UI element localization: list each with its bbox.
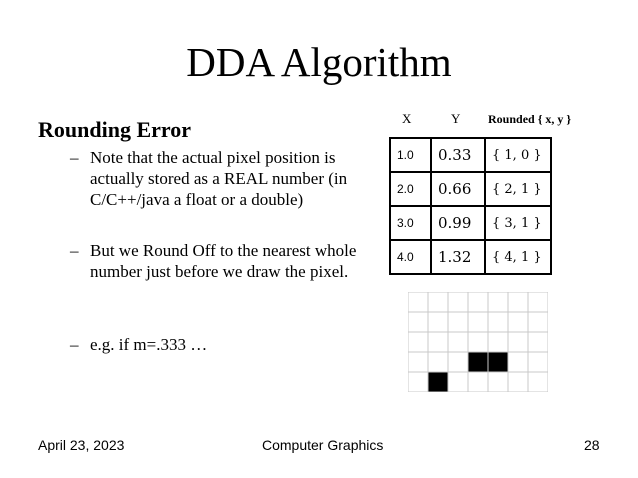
bullet-dash: – — [70, 241, 79, 260]
bullet-text: But we Round Off to the nearest whole number just before we draw the pixel. — [90, 241, 357, 281]
table-row — [390, 240, 551, 274]
footer-title: Computer Graphics — [262, 437, 384, 453]
cell-y: 1.32 — [431, 240, 485, 274]
cell-rounded: { 4, 1 } — [485, 240, 551, 274]
column-header-rounded: Rounded { x, y } — [488, 112, 572, 126]
section-heading: Rounding Error — [38, 117, 192, 142]
values-table — [389, 137, 552, 275]
slide-title: DDA Algorithm — [186, 39, 452, 85]
cell-x: 4.0 — [390, 240, 431, 274]
bullet-dash: – — [70, 148, 79, 167]
cell-x: 1.0 — [390, 138, 431, 172]
cell-rounded: { 3, 1 } — [485, 206, 551, 240]
bullet-dash: – — [70, 335, 79, 354]
footer-date: April 23, 2023 — [38, 437, 125, 453]
cell-y: 0.66 — [431, 172, 485, 206]
column-header-y: Y — [451, 111, 461, 126]
bullet-text: e.g. if m=.333 … — [90, 335, 208, 354]
cell-x: 2.0 — [390, 172, 431, 206]
cell-x: 3.0 — [390, 206, 431, 240]
filled-pixel — [428, 372, 448, 392]
column-header-x: X — [402, 111, 412, 126]
bullet-text: Note that the actual pixel position is actually stored as a REAL number (in C/C++/java a float or a double) — [90, 148, 348, 209]
cell-rounded: { 1, 0 } — [485, 138, 551, 172]
pixel-grid — [408, 292, 548, 392]
table-row — [390, 206, 551, 240]
cell-rounded: { 2, 1 } — [485, 172, 551, 206]
cell-y: 0.99 — [431, 206, 485, 240]
cell-y: 0.33 — [431, 138, 485, 172]
page-number: 28 — [584, 437, 600, 453]
filled-pixel — [468, 352, 488, 372]
filled-pixel — [488, 352, 508, 372]
table-row — [390, 172, 551, 206]
table-row — [390, 138, 551, 172]
